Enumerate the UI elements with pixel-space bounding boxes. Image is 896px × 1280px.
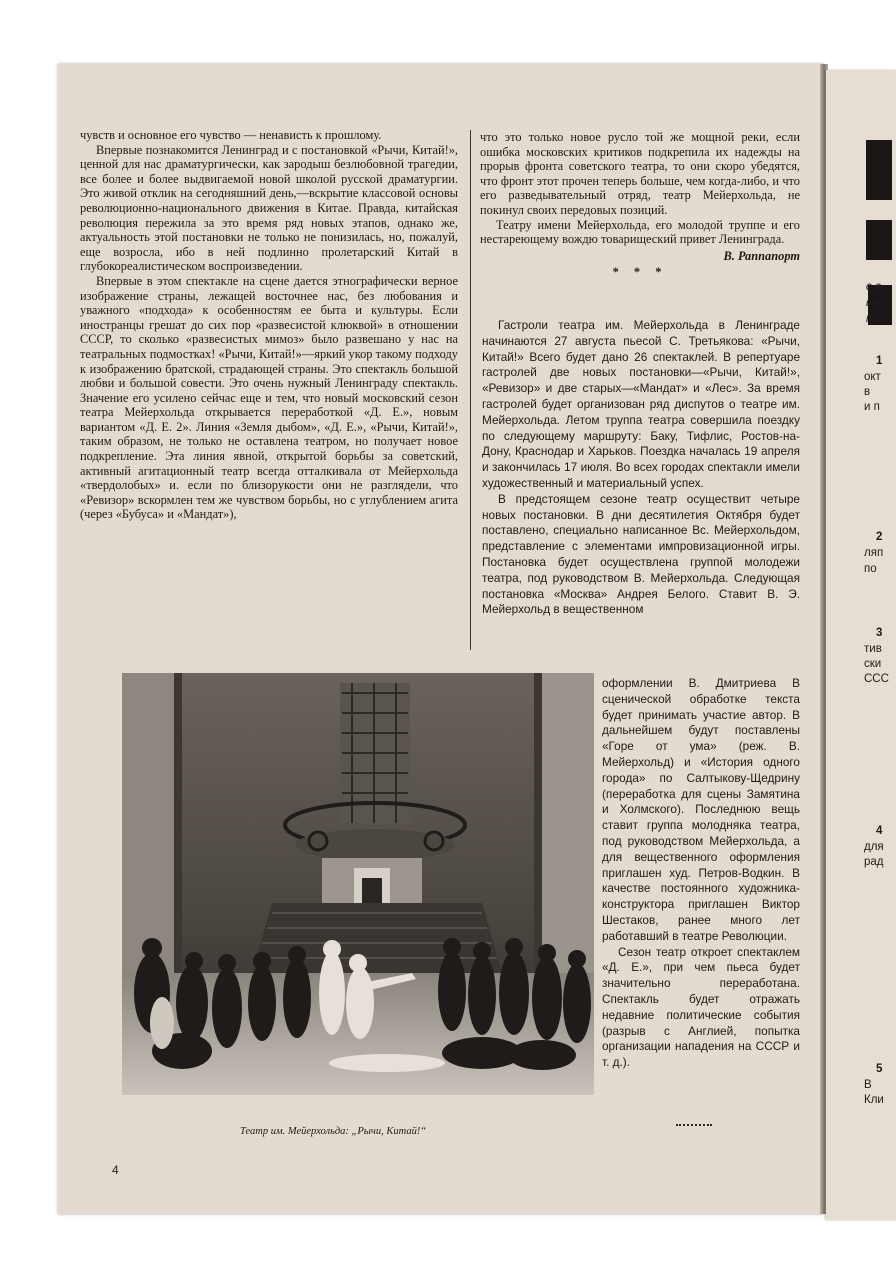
next-page-fragment: 3 xyxy=(876,627,883,639)
next-page-fragment: для xyxy=(864,841,884,853)
page-number: 4 xyxy=(112,1163,119,1177)
next-page-fragment: ССС xyxy=(864,673,889,685)
next-page-fragment: рад xyxy=(864,856,884,868)
next-page-fragment: тив xyxy=(864,643,882,655)
article-column-right xyxy=(480,130,800,284)
headline-block xyxy=(866,140,892,200)
next-page-edge xyxy=(826,70,896,1220)
next-page-fragment: 5 xyxy=(876,1063,883,1075)
next-page-fragment: вет xyxy=(866,297,888,309)
news-column-continued xyxy=(602,676,800,1071)
paragraph: Театру имени Мейерхольда, его молодой труппе и его нестареющему вождю товарищеский привет Ленинграда. xyxy=(480,217,800,247)
news-column xyxy=(482,318,800,618)
next-page-fragment: В xyxy=(864,1079,872,1091)
end-ornament xyxy=(676,1124,712,1130)
paragraph: оформлении В. Дмитриева В сценической обработке текста будет принимать участие автор. В дальнейшем будут поставлены «Горе от ума» (реж. В. Мейерхольд) и «История одного города» по Салтыкову-Щедрину (переработка для сцены Замятина и Холмского). Последнюю вещь ставит группа молодняка театра, под руководством Мейерхольда, а для вещественного оформления приглашен худ. Петров-Водкин. В качестве постоянного художника-конструктора приглашен Виктор Шестаков, ранее много лет работавший в театре Революции. xyxy=(602,676,800,943)
next-page-fragment: по xyxy=(864,563,877,575)
next-page-fragment: окт xyxy=(864,371,881,383)
section-separator: * * * xyxy=(612,265,668,280)
stage-photo xyxy=(122,673,594,1095)
next-page-fragment: 1 xyxy=(876,355,883,367)
paragraph: что это только новое русло той же мощной реки, если ошибка московских критиков подкрепила их надежды на прорыв фронта советского театра, то они скоро убедятся, что фронт этот прочен теперь больше, чем когда-либо, и что его разведывательный отряд, театр Мейерхольда, не покинул своих передовых позиций. xyxy=(480,130,800,217)
next-page-fragment: Кли xyxy=(864,1094,884,1106)
column-divider xyxy=(470,130,471,650)
stage-photo-image xyxy=(122,673,594,1095)
next-page-fragment: 4 xyxy=(876,825,883,837)
paragraph: Гастроли театра им. Мейерхольда в Ленинграде начинаются 27 августа пьесой С. Третьякова: «Рычи, Китай!» Всего будет дано 26 спектаклей. В репертуаре гастролей две новых постановки—«Рычи, Китай!», «Ревизор» и две старых—«Мандат» и «Лес». За время гастролей будет организован ряд диспутов о театре им. Мейерхольда. Летом труппа театра совершила поездку по следующему маршруту: Баку, Тифлис, Ростов-на-Дону, Краснодар и Харьков. Поездка началась 19 апреля и закончилась 17 июля. Во всех городах спектакли имели художественный и материальный успех. xyxy=(482,318,800,490)
next-page-fragment: в xyxy=(864,386,871,398)
photo-caption: Театр им. Мейерхольда: „Рычи, Китай!“ xyxy=(240,1126,427,1137)
next-page-fragment: 2 xyxy=(876,531,883,543)
article-column-left xyxy=(80,128,458,522)
headline-block xyxy=(866,220,892,260)
paragraph: чувств и основное его чувство — ненависть к прошлому. xyxy=(80,128,382,142)
next-page-fragment: и п xyxy=(864,401,880,413)
paragraph: В предстоящем сезоне театр осуществит четыре новых постановки. В дни десятилетия Октября будет поставлено, специально написанное Вс. Мейерхольдом, представление с элементами импровизационной игры. Постановка будет осуществлена группой молодежи театра, под руководством В. Мейерхольда. Следующая постановка «Москва» Андрея Белого. Ставит В. Э. Мейерхольд в вещественном xyxy=(482,491,800,617)
next-page-fragment: ски xyxy=(864,658,882,670)
next-page-fragment: с в xyxy=(866,281,881,293)
paragraph: Впервые в этом спектакле на сцене дается этнографически верное изображение страны, лежащей восточнее нас, без любования и уважного «подхода» к особенностям ее быта и культуры. Если иностранцы грешат до сих пор «развесистой клюквой» в отношении СССР, то сколько «развесистых мимоз» было развешано у нас на театральных подмостках! «Рычи, Китай!»—яркий укор такому подходу к изображению братской, страдающей страны. Это спектакль большой любви и большой совести. Это очень нужный Ленинграду спектакль. Значение его усилено сейчас еще и тем, что новый московский сезон театра Мейерхольда открывается переработкой «Д. Е.», новым вариантом «Д. Е. 2». Линия «Земля дыбом», «Д. Е.», «Рычи, Китай!», таким образом, не только не оставлена театром, но получает новое подкрепление. Эта линия явной, открытой борьбы за советский, активный агитационный театр всегда отталкивала от Мейерхольда «твердолобых» и. если по близорукости они не разглядели, что «Ревизор» вскормлен тем же чувством борьбы, но с углублением агита (через «Бубуса» и «Мандат»), xyxy=(80,273,458,522)
next-page-fragment: про xyxy=(866,313,886,325)
next-page-fragment: ляп xyxy=(864,547,884,559)
paragraph: Впервые познакомится Ленинград и с постановкой «Рычи, Китай!», ценной для нас драматургически, как зародыш безлюбовной трагедии, все более и более выдвигаемой новой школой русской драматургии. Это живой отклик на сегодняшний день,—вскрытие классовой основы революционно-национального движения в Китае. Правда, китайская революция пережила за это время ряд новых этапов, однако же, актуальность этой постановки не только не понизилась, но, пожалуй, еще возросла, ибо в ней подлинно пролетарский Китай в глубокореалистическом воспроизведении. xyxy=(80,142,458,274)
paragraph: Сезон театр откроет спектаклем «Д. Е.», при чем пьеса будет значительно переработана. Спектакль будет отражать недавние политические события (разрыв с Англией, попытка организации нападения на СССР и т. д.). xyxy=(602,944,800,1070)
author-signature: В. Раппапорт xyxy=(723,248,800,263)
